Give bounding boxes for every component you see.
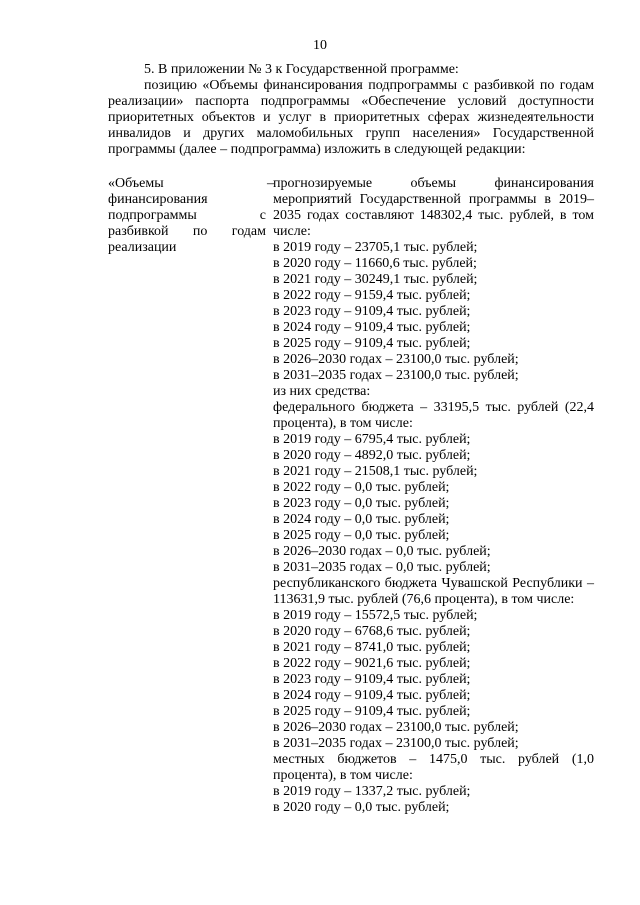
republic-years-list (273, 608, 594, 752)
year-line: в 2025 году – 9109,4 тыс. рублей; (273, 704, 471, 719)
year-line: в 2020 году – 11660,6 тыс. рублей; (273, 256, 477, 271)
year-line: в 2031–2035 годах – 23100,0 тыс. рублей; (273, 368, 519, 383)
financing-details (273, 176, 594, 816)
year-line: в 2020 году – 6768,6 тыс. рублей; (273, 624, 471, 639)
year-line: в 2020 году – 4892,0 тыс. рублей; (273, 448, 471, 463)
position-label (108, 176, 274, 256)
year-line: в 2019 году – 15572,5 тыс. рублей; (273, 608, 478, 623)
local-intro: местных бюджетов – 1475,0 тыс. рублей (1,0 процента), в том числе: (273, 752, 594, 783)
position-dash: – (267, 176, 274, 191)
intro-section (108, 62, 594, 158)
year-line: в 2026–2030 годах – 0,0 тыс. рублей; (273, 544, 491, 559)
year-line: в 2024 году – 9109,4 тыс. рублей; (273, 320, 471, 335)
year-line: в 2026–2030 годах – 23100,0 тыс. рублей; (273, 720, 519, 735)
page-number: 10 (313, 38, 327, 53)
total-intro: прогнозируемые объемы финансирования мероприятий Государственной программы в 2019–2035 годах составляют 148302,4 тыс. рублей, в том числе: (273, 176, 594, 239)
intro-paragraph: позицию «Объемы финансирования подпрограммы с разбивкой по годам реализации» паспорта подпрограммы «Обеспечение условий доступности приоритетных объектов и услуг в приоритетных сферах жизнедеятельности инвалидов и других маломобильных групп населения» Государственной программы (далее – подпрограмма) изложить в следующей редакции: (108, 78, 594, 157)
year-line: в 2025 году – 9109,4 тыс. рублей; (273, 336, 471, 351)
year-line: в 2023 году – 9109,4 тыс. рублей; (273, 304, 471, 319)
year-line: в 2022 году – 0,0 тыс. рублей; (273, 480, 450, 495)
year-line: в 2026–2030 годах – 23100,0 тыс. рублей; (273, 352, 519, 367)
year-line: в 2022 году – 9159,4 тыс. рублей; (273, 288, 471, 303)
year-line: в 2021 году – 8741,0 тыс. рублей; (273, 640, 471, 655)
year-line: в 2024 году – 0,0 тыс. рублей; (273, 512, 450, 527)
year-line: в 2019 году – 1337,2 тыс. рублей; (273, 784, 471, 799)
year-line: в 2023 году – 9109,4 тыс. рублей; (273, 672, 471, 687)
year-line: в 2025 году – 0,0 тыс. рублей; (273, 528, 450, 543)
year-line: в 2023 году – 0,0 тыс. рублей; (273, 496, 450, 511)
year-line: в 2031–2035 годах – 0,0 тыс. рублей; (273, 560, 491, 575)
year-line: в 2019 году – 23705,1 тыс. рублей; (273, 240, 478, 255)
position-label-text: «Объемы финансирования подпрограммы с разбивкой по годам реализации (108, 176, 266, 255)
sources-label: из них средства: (273, 384, 371, 399)
year-line: в 2031–2035 годах – 23100,0 тыс. рублей; (273, 736, 519, 751)
federal-intro: федерального бюджета – 33195,5 тыс. рублей (22,4 процента), в том числе: (273, 400, 594, 431)
year-line: в 2021 году – 21508,1 тыс. рублей; (273, 464, 478, 479)
year-line: в 2021 году – 30249,1 тыс. рублей; (273, 272, 478, 287)
federal-years-list (273, 432, 594, 576)
local-years-list (273, 784, 594, 816)
intro-item: 5. В приложении № 3 к Государственной программе: (144, 62, 459, 77)
year-line: в 2024 году – 9109,4 тыс. рублей; (273, 688, 471, 703)
year-line: в 2019 году – 6795,4 тыс. рублей; (273, 432, 471, 447)
year-line: в 2020 году – 0,0 тыс. рублей; (273, 800, 450, 815)
republic-intro: республиканского бюджета Чувашской Республики – 113631,9 тыс. рублей (76,6 процента), в том числе: (273, 576, 594, 607)
total-years-list (273, 240, 594, 384)
year-line: в 2022 году – 9021,6 тыс. рублей; (273, 656, 471, 671)
